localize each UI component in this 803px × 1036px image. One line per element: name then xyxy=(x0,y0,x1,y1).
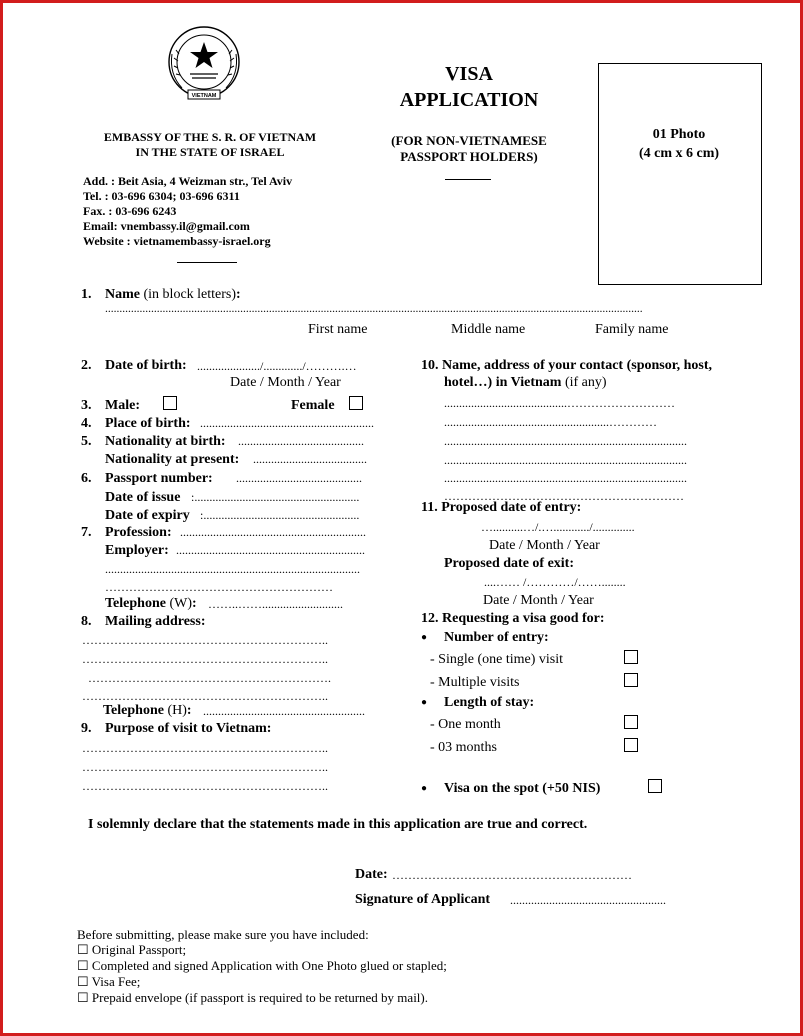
checklist-item: ☐ Visa Fee; xyxy=(77,974,141,989)
q8-number: 8. xyxy=(81,614,92,629)
signature-label: Signature of Applicant xyxy=(355,892,491,907)
mailing-address-input-2[interactable]: …………………………………………………….. xyxy=(82,652,328,666)
employer-input[interactable]: ............................................................... xyxy=(176,543,365,557)
form-title-line1: VISA xyxy=(445,63,493,85)
profession-input[interactable]: .............................................................. xyxy=(180,525,366,539)
header-divider xyxy=(177,262,237,263)
q3-number: 3. xyxy=(81,398,92,413)
purpose-input-3[interactable]: …………………………………………………….. xyxy=(82,779,328,793)
checklist-item: ☐ Prepaid envelope (if passport is required to be returned by mail). xyxy=(77,990,428,1005)
form-subtitle-line2: PASSPORT HOLDERS) xyxy=(400,149,538,164)
declaration-text: I solemnly declare that the statements made in this application are true and correct. xyxy=(88,817,588,832)
signature-input[interactable]: .................................................... xyxy=(510,893,666,907)
bullet-icon: ● xyxy=(421,697,428,708)
length-of-stay-label: Length of stay: xyxy=(444,695,535,710)
photo-size: (4 cm x 6 cm) xyxy=(638,146,720,161)
three-months-checkbox[interactable] xyxy=(624,738,638,752)
q2-number: 2. xyxy=(81,358,92,373)
exit-date-label: Proposed date of exit: xyxy=(444,556,574,571)
work-phone-input[interactable]: ……..……........................... xyxy=(208,597,343,611)
checkbox-icon[interactable]: ☐ xyxy=(77,942,89,957)
contact-vietnam-label-2: hotel…) in Vietnam (if any) xyxy=(444,375,607,390)
visa-type-label: 12. Requesting a visa good for: xyxy=(421,611,605,626)
bullet-icon: ● xyxy=(421,632,428,643)
employer-input-3[interactable]: ………………………………………………… xyxy=(105,580,333,594)
checkbox-icon[interactable]: ☐ xyxy=(77,958,89,973)
one-month-label: - One month xyxy=(430,717,501,732)
title-divider xyxy=(445,179,491,180)
purpose-input-2[interactable]: …………………………………………………….. xyxy=(82,760,328,774)
male-label: Male: xyxy=(105,398,140,413)
entry-date-caption: Date / Month / Year xyxy=(489,538,600,553)
multiple-visits-checkbox[interactable] xyxy=(624,673,638,687)
nationality-present-label: Nationality at present: xyxy=(105,452,240,467)
signature-date-label: Date: xyxy=(355,867,388,882)
issue-date-label: Date of issue xyxy=(105,490,181,505)
place-of-birth-input[interactable]: .......................................................... xyxy=(200,416,374,430)
work-phone-label: Telephone (W): xyxy=(105,596,197,611)
exit-date-input[interactable]: ....…… /…………/……........ xyxy=(484,575,626,589)
contact-vietnam-label: 10. Name, address of your contact (sponsor, host, xyxy=(421,358,713,373)
name-input[interactable]: ........................................................................................................................................................................................... xyxy=(105,303,643,315)
q7-number: 7. xyxy=(81,525,92,540)
expiry-date-input[interactable]: :.................................................... xyxy=(200,508,360,522)
contact-website: Website : vietnamembassy-israel.org xyxy=(83,234,271,248)
visa-on-spot-label: Visa on the spot (+50 NIS) xyxy=(444,781,601,796)
form-title-line2: APPLICATION xyxy=(399,89,539,111)
employer-input-2[interactable]: ..................................................................................... xyxy=(105,562,360,576)
nationality-birth-label: Nationality at birth: xyxy=(105,434,226,449)
profession-label: Profession: xyxy=(105,525,172,540)
multiple-visits-label: - Multiple visits xyxy=(430,675,520,690)
contact-fax: Fax. : 03-696 6243 xyxy=(83,204,177,218)
purpose-input-1[interactable]: …………………………………………………….. xyxy=(82,741,328,755)
exit-date-caption: Date / Month / Year xyxy=(483,593,594,608)
passport-number-input[interactable]: .......................................... xyxy=(236,471,362,485)
female-label: Female xyxy=(291,398,335,413)
mailing-address-input-3[interactable]: ……………………………………………………. xyxy=(88,671,331,685)
embassy-location: IN THE STATE OF ISRAEL xyxy=(135,145,285,159)
national-emblem-icon xyxy=(166,24,242,108)
single-visit-checkbox[interactable] xyxy=(624,650,638,664)
passport-number-label: Passport number: xyxy=(105,471,213,486)
three-months-label: - 03 months xyxy=(430,740,497,755)
bullet-icon: ● xyxy=(421,783,428,794)
mailing-address-input-1[interactable]: …………………………………………………….. xyxy=(82,633,328,647)
q9-number: 9. xyxy=(81,721,92,736)
checklist-item: ☐ Completed and signed Application with One Photo glued or stapled; xyxy=(77,958,447,973)
q5-number: 5. xyxy=(81,434,92,449)
checklist-intro: Before submitting, please make sure you have included: xyxy=(77,927,369,942)
contact-vietnam-input-1[interactable]: .........................................……………………… xyxy=(444,396,675,410)
family-name-caption: Family name xyxy=(595,322,669,337)
nationality-birth-input[interactable]: .......................................... xyxy=(238,434,364,448)
embassy-name: EMBASSY OF THE S. R. OF VIETNAM xyxy=(103,130,317,144)
contact-vietnam-input-4[interactable]: ................................................................................. xyxy=(444,453,687,467)
purpose-label: Purpose of visit to Vietnam: xyxy=(105,721,272,736)
contact-vietnam-input-5[interactable]: ................................................................................. xyxy=(444,471,687,485)
form-subtitle-line1: (FOR NON-VIETNAMESE xyxy=(391,133,547,148)
female-checkbox[interactable] xyxy=(349,396,363,410)
issue-date-input[interactable]: :....................................................... xyxy=(191,490,360,504)
employer-label: Employer: xyxy=(105,543,169,558)
dob-caption: Date / Month / Year xyxy=(230,375,341,390)
dob-input[interactable]: ...................../............./……….… xyxy=(197,359,357,373)
contact-vietnam-input-2[interactable]: .......................................................………… xyxy=(444,415,657,429)
name-label: Name (in block letters): xyxy=(105,287,241,302)
middle-name-caption: Middle name xyxy=(451,322,526,337)
q6-number: 6. xyxy=(81,471,92,486)
photo-box[interactable] xyxy=(598,63,762,285)
first-name-caption: First name xyxy=(308,322,368,337)
single-visit-label: - Single (one time) visit xyxy=(430,652,563,667)
entry-date-label: 11. Proposed date of entry: xyxy=(421,500,582,515)
contact-vietnam-input-6[interactable]: …………………………………………………… xyxy=(444,489,684,503)
male-checkbox[interactable] xyxy=(163,396,177,410)
visa-on-spot-checkbox[interactable] xyxy=(648,779,662,793)
entry-date-input[interactable]: …..........…/.…............/.............. xyxy=(481,520,635,534)
contact-email: Email: vnembassy.il@gmail.com xyxy=(83,219,250,233)
signature-date-input[interactable]: …………………………………………………… xyxy=(392,868,632,882)
nationality-present-input[interactable]: ...................................... xyxy=(253,452,367,466)
mailing-address-label: Mailing address: xyxy=(105,614,206,629)
q4-number: 4. xyxy=(81,416,92,431)
place-of-birth-label: Place of birth: xyxy=(105,416,191,431)
home-phone-input[interactable]: ...................................................... xyxy=(203,704,365,718)
photo-label: 01 Photo xyxy=(652,127,706,142)
dob-label: Date of birth: xyxy=(105,358,187,373)
number-of-entry-label: Number of entry: xyxy=(444,630,549,645)
checkbox-icon[interactable]: ☐ xyxy=(77,974,89,989)
q1-number: 1. xyxy=(81,287,92,302)
checkbox-icon[interactable]: ☐ xyxy=(77,990,89,1005)
emblem-ribbon-text: VIETNAM xyxy=(191,93,217,99)
one-month-checkbox[interactable] xyxy=(624,715,638,729)
checklist-item: ☐ Original Passport; xyxy=(77,942,187,957)
contact-tel: Tel. : 03-696 6304; 03-696 6311 xyxy=(83,189,240,203)
home-phone-label: Telephone (H): xyxy=(103,703,192,718)
mailing-address-input-4[interactable]: …………………………………………………….. xyxy=(82,689,328,703)
contact-vietnam-input-3[interactable]: ................................................................................. xyxy=(444,434,687,448)
contact-address: Add. : Beit Asia, 4 Weizman str., Tel Aviv xyxy=(83,174,293,188)
expiry-date-label: Date of expiry xyxy=(105,508,190,523)
